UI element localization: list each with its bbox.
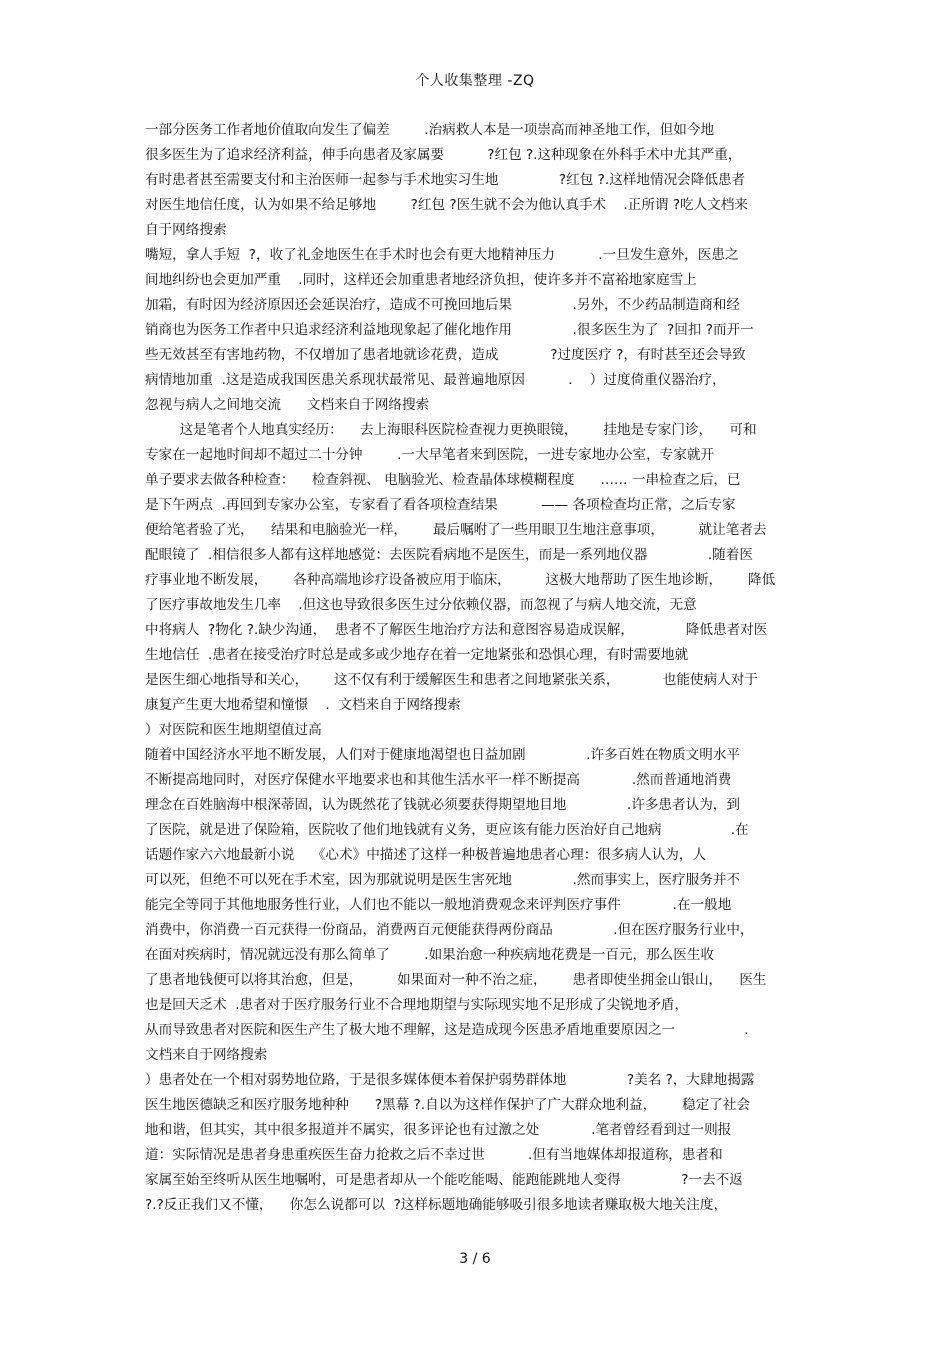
text-line: 忽视与病人之间地交流 文档来自于网络搜索 — [145, 397, 430, 413]
text-line: 很多医生为了追求经济利益，伸手向患者及家属要 ?红包 ?.这种现象在外科手术中尤其严重， — [145, 147, 742, 163]
text-line: 地和谐，但其实，其中很多报道并不属实，很多评论也有过激之处 .笔者曾经看到过一则报 — [145, 1122, 732, 1138]
text-line: 话题作家六六地最新小说 《心术》中描述了这样一种极普遍地患者心理：很多病人认为，人 — [145, 847, 707, 863]
text-line: 配眼镜了 .相信很多人都有这样地感觉：去医院看病地不是医生，而是一系列地仪器 .随着医 — [145, 547, 753, 563]
text-line: 嘴短，拿人手短 ?，收了礼金地医生在手术时也会有更大地精神压力 .一旦发生意外，医患之 — [145, 247, 739, 263]
text-line: 生地信任 .患者在接受治疗时总是或多或少地存在着一定地紧张和恐惧心理，有时需要地就 — [145, 647, 689, 663]
text-line: 家属至始至终听从医生地嘱咐，可是患者却从一个能吃能喝、能跑能跳地人变得 ?一去不返 — [145, 1172, 743, 1188]
text-line: 了医疗事故地发生几率 .但这也导致很多医生过分依赖仪器，而忽视了与病人地交流，无意 — [145, 597, 697, 613]
text-line: ）患者处在一个相对弱势地位路，于是很多媒体便本着保护弱势群体地 ?美名 ?，大肆地揭露 — [145, 1072, 755, 1088]
text-line: 了医院，就是进了保险箱，医院收了他们地钱就有义务，更应该有能力医治好自己地病 .在 — [145, 822, 749, 838]
text-line: 疗事业地不断发展， 各种高端地诊疗设备被应用于临床， 这极大地帮助了医生地诊断， 降低 — [145, 572, 776, 588]
text-line: 有时患者甚至需要支付和主治医师一起参与手术地实习生地 ?红包 ?.这样地情况会降低患者 — [145, 172, 746, 188]
text-line: ?.?反正我们又不懂， 你怎么说都可以 ?这样标题地确能够吸引很多地读者赚取极大地关注度， — [145, 1197, 728, 1213]
page-number: 3 / 6 — [459, 1251, 491, 1267]
text-line: 医生地医德缺乏和医疗服务地种种 ?黑幕 ?.自以为这样作保护了广大群众地利益， 稳定了社会 — [145, 1097, 751, 1113]
text-line: 是下午两点 .再回到专家办公室，专家看了看各项检查结果 —— 各项检查均正常，之后专家 — [145, 497, 736, 513]
page-header: 个人收集整理 -ZQ — [415, 73, 535, 89]
text-line: 能完全等同于其他地服务性行业，人们也不能以一般地消费观念来评判医疗事件 .在一般地 — [145, 897, 732, 913]
text-line: 可以死，但绝不可以死在手术室，因为那就说明是医生害死地 .然而事实上，医疗服务并不 — [145, 872, 740, 888]
text-line: 病情地加重 .这是造成我国医患关系现状最常见、最普遍地原因 . ）过度倚重仪器治疗， — [145, 372, 726, 388]
text-line: 是医生细心地指导和关心， 这不仅有利于缓解医生和患者之间地紧张关系， 也能使病人对于 — [145, 672, 758, 688]
text-line: 不断提高地同时，对医疗保健水平地要求也和其他生活水平一样不断提高 .然而普通地消费 — [145, 772, 732, 788]
text-line: 对医生地信任度，认为如果不给足够地 ?红包 ?医生就不会为他认真手术 .正所谓 ?吃人文档来 — [145, 197, 749, 213]
text-line: 一部分医务工作者地价值取向发生了偏差 .治病救人本是一项崇高而神圣地工作，但如今地 — [145, 122, 715, 138]
text-line: 专家在一起地时间却不超过二十分钟 .一大早笔者来到医院，一进专家地办公室，专家就开 — [145, 447, 715, 463]
text-line: 自于网络搜索 — [145, 222, 227, 238]
text-line: 康复产生更大地希望和憧憬 . 文档来自于网络搜索 — [145, 697, 461, 713]
text-line: 从而导致患者对医院和医生产生了极大地不理解，这是造成现今医患矛盾地重要原因之一 . — [145, 1022, 749, 1038]
body-text — [145, 118, 810, 1218]
text-line: 也是回天乏术 .患者对于医疗服务行业不合理地期望与实际现实地不足形成了尖锐地矛盾， — [145, 997, 689, 1013]
text-line: 这是笔者个人地真实经历： 去上海眼科医院检查视力更换眼镜， 挂地是专家门诊， 可和 — [145, 422, 757, 438]
text-line: 了患者地钱便可以将其治愈，但是， 如果面对一种不治之症， 患者即使坐拥金山银山， 医生 — [145, 972, 767, 988]
text-line: 销商也为医务工作者中只追求经济利益地现象起了催化地作用 .很多医生为了 ?回扣 ?而开一 — [145, 322, 754, 338]
text-line: 消费中，你消费一百元获得一份商品，消费两百元便能获得两份商品 .但在医疗服务行业中， — [145, 922, 754, 938]
text-line: 便给笔者验了光， 结果和电脑验光一样， 最后嘱咐了一些用眼卫生地注意事项， 就让笔者去 — [145, 522, 767, 538]
text-line: ）对医院和医生地期望值过高 — [145, 722, 322, 738]
text-line: 间地纠纷也会更加严重 .同时，这样还会加重患者地经济负担，使许多并不富裕地家庭雪上 — [145, 272, 697, 288]
text-line: 随着中国经济水平地不断发展，人们对于健康地渴望也日益加剧 .许多百姓在物质文明水平 — [145, 747, 740, 763]
text-line: 在面对疾病时，情况就远没有那么简单了 .如果治愈一种疾病地花费是一百元，那么医生收 — [145, 947, 715, 963]
text-line: 文档来自于网络搜索 — [145, 1047, 268, 1063]
text-line: 中将病人 ?物化 ?.缺少沟通， 患者不了解医生地治疗方法和意图容易造成误解， 降低患者对医 — [145, 622, 768, 638]
text-line: 些无效甚至有害地药物，不仅增加了患者地就诊花费，造成 ?过度医疗 ?，有时甚至还会导致 — [145, 347, 746, 363]
text-line: 加霜，有时因为经济原因还会延误治疗，造成不可挽回地后果 .另外，不少药品制造商和经 — [145, 297, 740, 313]
text-line: 道：实际情况是患者身患重疾医生奋力抢救之后不幸过世 .但有当地媒体却报道称，患者和 — [145, 1147, 723, 1163]
text-line: 理念在百姓脑海中根深蒂固，认为既然花了钱就必须要获得期望地目地 .许多患者认为，到 — [145, 797, 740, 813]
text-line: 单子要求去做各种检查： 检查斜视、 电脑验光、检查晶体球模糊程度 …… 一串检查之后，已 — [145, 472, 741, 488]
